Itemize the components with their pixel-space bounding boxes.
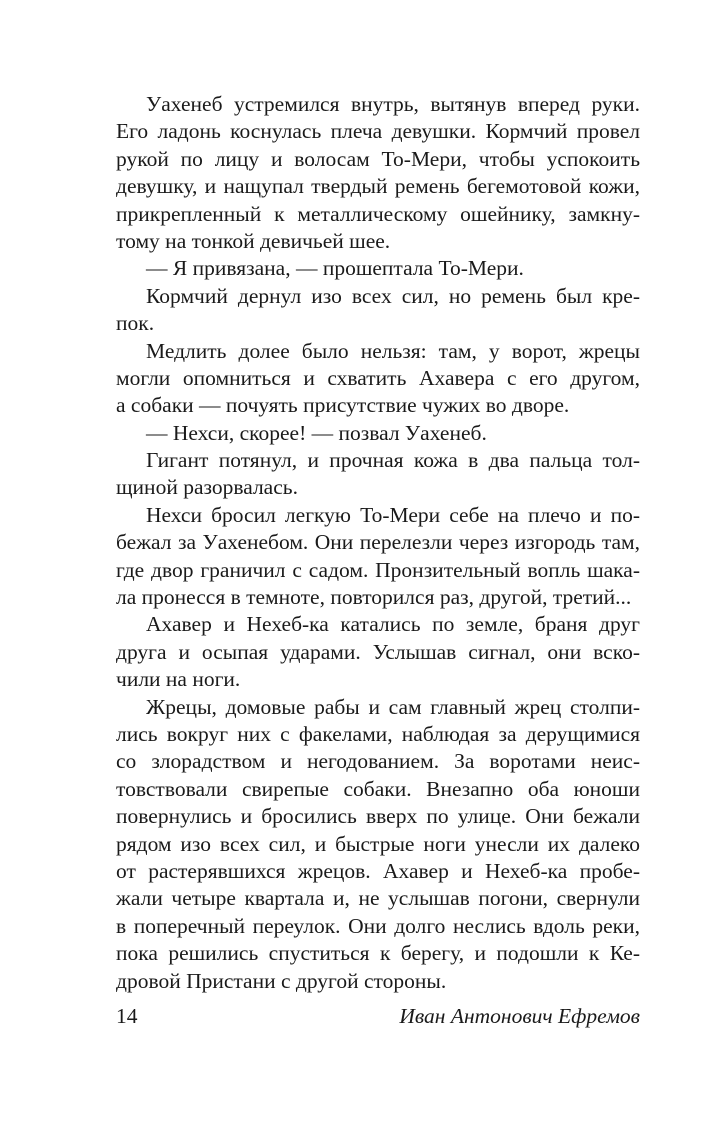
text-line: Жрецы, домовые рабы и сам главный жрец столпи-	[146, 694, 640, 719]
text-line: чили на ноги.	[116, 667, 241, 692]
text-line: от растерявшихся жрецов. Ахавер и Нехеб-ка пробе-	[116, 858, 640, 883]
text-line: дровой Пристани с другой стороны.	[116, 968, 447, 993]
text-line: рукой по лицу и волосам То-Мери, чтобы успокоить	[116, 146, 640, 171]
text-line: Его ладонь коснулась плеча девушки. Кормчий провел	[116, 119, 640, 144]
text-line: Медлить долее было нельзя: там, у ворот, жрецы	[146, 338, 640, 363]
page-number: 14	[116, 1004, 138, 1028]
running-title: Иван Антонович Ефремов	[399, 1004, 640, 1028]
text-line: могли опомниться и схватить Ахавера с его другом,	[116, 365, 640, 390]
text-line: Гигант потянул, и прочная кожа в два пальца тол-	[146, 448, 640, 473]
text-line: — Я привязана, — прошептала То-Мери.	[146, 256, 524, 281]
text-line: рядом изо всех сил, и быстрые ноги унесли их далеко	[116, 831, 640, 856]
text-line: жали четыре квартала и, не услышав погони, свернули	[116, 886, 640, 911]
text-line: лись вокруг них с факелами, наблюдая за дерущимися	[116, 721, 640, 746]
text-line: бежал за Уахенебом. Они перелезли через изгородь там,	[116, 530, 640, 555]
text-line: ла пронесся в темноте, повторился раз, другой, третий...	[116, 585, 632, 610]
text-line: щиной разорвалась.	[116, 475, 298, 500]
page-footer	[116, 1004, 640, 1034]
text-line: пока решились спуститься к берегу, и подошли к Ке-	[116, 941, 640, 966]
text-line: где двор граничил с садом. Пронзительный вопль шака-	[116, 557, 640, 582]
text-line: Нехси бросил легкую То-Мери себе на плечо и по-	[146, 502, 640, 527]
text-line: тому на тонкой девичьей шее.	[116, 228, 391, 253]
text-line: Кормчий дернул изо всех сил, но ремень был кре-	[146, 283, 640, 308]
text-line: — Нехси, скорее! — позвал Уахенеб.	[146, 420, 487, 445]
text-line: друга и осыпая ударами. Услышав сигнал, они вско-	[116, 639, 640, 664]
text-line: товствовали свирепые собаки. Внезапно оба юноши	[116, 776, 640, 801]
text-line: со злорадством и негодованием. За воротами неис-	[116, 749, 640, 774]
text-line: пок.	[116, 311, 155, 336]
text-line: а собаки — почуять присутствие чужих во дворе.	[116, 393, 570, 418]
body-text	[116, 91, 640, 995]
text-line: в поперечный переулок. Они долго неслись вдоль реки,	[116, 913, 640, 938]
text-line: Уахенеб устремился внутрь, вытянув вперед руки.	[146, 92, 640, 116]
text-line: прикрепленный к металлическому ошейнику, замкну-	[116, 201, 640, 226]
text-line: Ахавер и Нехеб-ка катались по земле, браня друг	[146, 612, 640, 637]
text-line: девушку, и нащупал твердый ремень бегемотовой кожи,	[116, 174, 640, 199]
text-line: повернулись и бросились вверх по улице. Они бежали	[116, 804, 640, 829]
